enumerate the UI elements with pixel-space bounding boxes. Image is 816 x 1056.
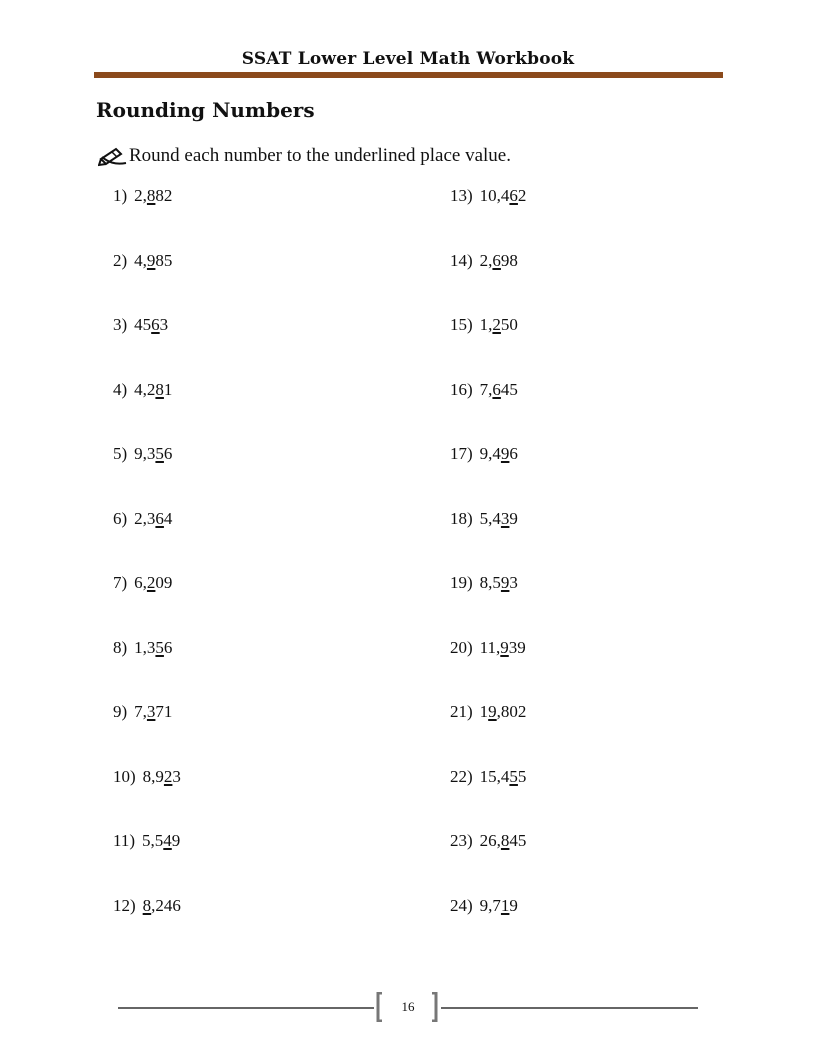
value-suffix: 09 [155,573,173,592]
underlined-digit: 8 [146,186,156,205]
problem-item [113,315,168,339]
problem-value [480,251,518,270]
problem-number: 13) [450,186,473,205]
value-suffix: 9 [509,895,518,915]
problem-item [450,638,526,662]
underlined-digit: 2 [146,573,156,592]
problem-number: 1) [113,186,128,205]
value-prefix: 26, [479,831,501,850]
underlined-digit: 9 [488,702,497,721]
footer-line-left [118,1007,374,1009]
value-suffix: 71 [155,702,173,721]
value-prefix: 4, [134,250,147,270]
problem-number: 23) [450,831,473,850]
underlined-digit: 8 [500,831,510,850]
section-title: Rounding Numbers [96,98,315,122]
problem-item [113,702,172,726]
problem-value [480,315,518,334]
problem-item [450,896,518,920]
value-suffix: 6 [163,444,173,463]
problem-item [450,702,526,726]
underlined-digit: 3 [500,508,510,528]
problem-value [134,702,172,721]
underlined-digit: 1 [500,895,510,915]
value-prefix: 15,4 [479,766,510,786]
underlined-digit: 8 [155,379,164,399]
problem-item [113,896,181,920]
value-prefix: 8,9 [142,766,164,786]
underlined-digit: 9 [500,637,509,657]
problem-number: 6) [113,508,128,528]
problem-number: 8) [113,637,128,657]
problem-item [450,767,526,791]
underlined-digit: 6 [155,508,164,528]
value-prefix: 1,3 [134,637,156,657]
value-suffix: 3 [172,766,181,786]
underlined-digit: 3 [146,702,156,721]
underlined-digit: 4 [163,831,172,850]
underlined-digit: 6 [492,379,501,399]
problem-value [134,186,172,205]
problem-value [480,573,518,592]
problem-item [113,509,172,533]
problem-number: 22) [450,766,473,786]
problem-value [480,444,518,463]
footer-bracket-right [430,992,440,1022]
value-prefix: 5,5 [142,831,164,850]
value-suffix: 6 [163,637,173,657]
footer-line-right [441,1007,698,1009]
value-suffix: 98 [500,250,518,270]
problem-value [134,573,172,592]
problem-number: 14) [450,250,473,270]
instructions [98,145,511,167]
page-number: 16 [401,999,415,1014]
problem-item [113,251,172,275]
problem-item [113,444,172,468]
problem-number: 2) [113,250,128,270]
value-prefix: 2, [479,250,493,270]
problem-item [113,573,172,597]
problem-number: 3) [113,315,128,334]
value-prefix: 10,4 [479,186,510,205]
value-suffix: 1 [163,379,173,399]
problem-value [143,896,181,915]
value-prefix: 4,2 [134,379,156,399]
value-suffix: 9 [509,508,518,528]
problem-number: 10) [113,766,136,786]
problem-number: 19) [450,573,473,592]
problem-item [450,573,518,597]
value-suffix: 4 [163,508,173,528]
underlined-digit: 9 [146,250,156,270]
underlined-digit: 8 [142,895,152,915]
problem-value [480,896,518,915]
problem-item [450,251,518,275]
problem-value [134,315,168,334]
value-prefix: 9,4 [479,444,501,463]
problem-number: 9) [113,702,128,721]
problem-number: 18) [450,508,473,528]
value-prefix: 5,4 [479,508,501,528]
underlined-digit: 6 [492,250,501,270]
problem-item [113,831,180,855]
problem-value [134,638,172,657]
value-suffix: ,246 [151,895,181,915]
value-prefix: 2,3 [134,508,156,528]
underlined-digit: 5 [155,637,164,657]
underlined-digit: 6 [509,186,518,205]
problem-item [450,444,518,468]
problem-number: 12) [113,895,136,915]
problem-value [480,831,527,850]
underlined-digit: 5 [509,766,518,786]
workbook-title: SSAT Lower Level Math Workbook [241,49,575,69]
value-suffix: 6 [509,444,518,463]
footer-bracket-left [374,992,384,1022]
problem-item [450,509,518,533]
value-suffix: ,802 [496,702,527,721]
value-suffix: 5 [517,766,527,786]
problem-number: 11) [113,831,136,850]
problem-value [480,380,518,399]
problem-item [450,831,526,855]
problem-item [113,767,181,791]
value-prefix: 7, [479,379,493,399]
value-prefix: 11, [479,637,501,657]
problem-value [480,186,527,205]
instructions-text: Round each number to the underlined place value. [129,145,511,166]
problem-value [142,831,180,850]
value-prefix: 1, [479,315,493,334]
problem-number: 17) [450,444,473,463]
pencil-icon [98,145,128,167]
value-prefix: 9,3 [134,444,156,463]
value-prefix: 6, [134,573,147,592]
problem-number: 20) [450,637,473,657]
problem-value [480,638,526,657]
value-prefix: 7, [134,702,147,721]
problem-item [450,186,526,210]
problem-number: 24) [450,895,473,915]
value-prefix: 45 [134,315,152,334]
problem-value [480,702,527,721]
value-prefix: 8,5 [479,573,501,592]
problem-number: 15) [450,315,473,334]
value-suffix: 3 [509,573,518,592]
problem-number: 21) [450,702,473,721]
value-suffix: 82 [155,186,173,205]
problem-value [480,767,527,786]
value-suffix: 45 [509,831,527,850]
problem-item [113,186,172,210]
value-suffix: 2 [517,186,527,205]
problem-number: 5) [113,444,128,463]
value-prefix: 9,7 [479,895,501,915]
underlined-digit: 2 [492,315,501,334]
value-suffix: 45 [500,379,518,399]
problem-value [143,767,181,786]
problem-value [480,509,518,528]
header-rule [94,72,723,78]
problem-number: 4) [113,379,128,399]
problem-item [113,638,172,662]
problem-item [450,315,518,339]
value-prefix: 2, [134,186,147,205]
underlined-digit: 6 [151,315,160,334]
value-suffix: 50 [500,315,518,334]
problem-value [134,509,172,528]
problem-value [134,380,172,399]
value-suffix: 3 [159,315,169,334]
problem-value [134,251,172,270]
value-suffix: 39 [508,637,526,657]
underlined-digit: 9 [500,573,510,592]
value-suffix: 85 [155,250,173,270]
problem-item [113,380,172,404]
underlined-digit: 2 [163,766,173,786]
underlined-digit: 9 [500,444,510,463]
value-prefix: 1 [479,702,489,721]
problem-value [134,444,172,463]
problem-number: 7) [113,573,128,592]
problem-item [450,380,518,404]
problem-number: 16) [450,379,473,399]
underlined-digit: 5 [155,444,164,463]
value-suffix: 9 [171,831,181,850]
